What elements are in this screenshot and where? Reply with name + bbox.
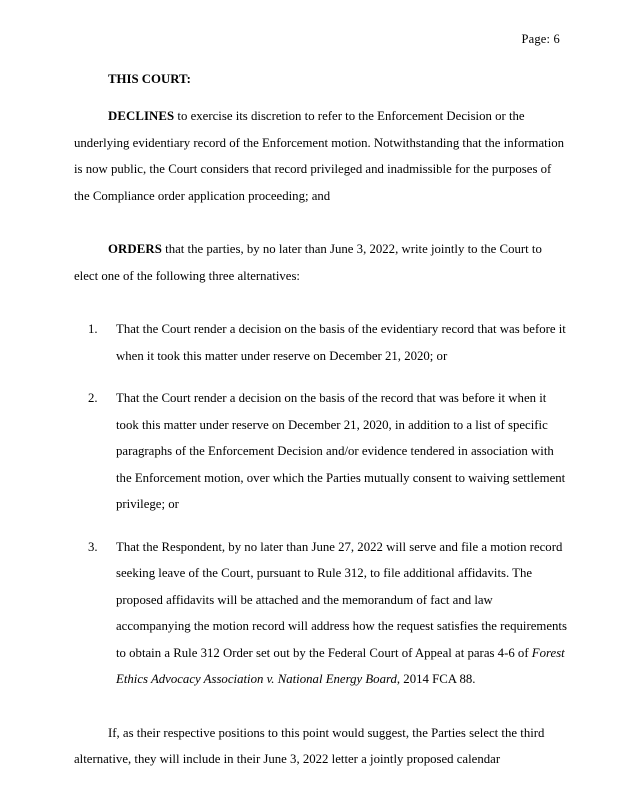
list-item-text: That the Court render a decision on the basis of the record that was before it when it took this matter under reserve on December 21, 2020, in addition to a list of specific paragraphs of the Enforcement Decision and/or evidence tendered in association with the Enforcement motion, over which the Parties mutually consent to waiving settlement privilege; or [116,391,566,512]
list-item-text-tail: , 2014 FCA 88. [396,672,476,687]
spacer [74,289,568,316]
list-item-text: That the Court render a decision on the basis of the evidentiary record that was before it when it took this matter under reserve on December 21, 2020; or [116,322,566,363]
list-item-number: 2. [88,391,98,406]
list-item-number: 3. [88,539,98,554]
spacer [74,709,568,720]
alternatives-list [74,316,568,692]
list-item [74,316,568,369]
case-citation: Forest Ethics Advocacy Association v. National Energy Board [116,645,565,687]
paragraph-closing: If, as their respective positions to this point would suggest, the Parties select the third alternative, they will include in their June 3, 2022 letter a jointly proposed calendar [74,725,545,767]
paragraph-declines [74,103,568,209]
list-item [74,534,568,693]
paragraph-orders-lead: ORDERS [108,242,162,257]
paragraph-orders [74,236,568,289]
spacer [74,92,568,103]
list-item [74,385,568,517]
paragraph-declines-lead: DECLINES [108,109,175,124]
paragraph-orders-text: that the parties, by no later than June 3, 2022, write jointly to the Court to elect one of the following three alternatives: [74,242,542,283]
section-heading: THIS COURT: [108,72,191,86]
list-item-number: 1. [88,322,98,337]
spacer [74,209,568,236]
paragraph-declines-text: to exercise its discretion to refer to the Enforcement Decision or the underlying evidentiary record of the Enforcement motion. Notwithstanding that the information is now public, the Court considers that record privileged and inadmissible for the purposes of the Compliance order application proceeding; and [74,109,565,203]
document-body [74,66,568,773]
list-item-text: That the Respondent, by no later than June 27, 2022 will serve and file a motion record seeking leave of the Court, pursuant to Rule 312, to file additional affidavits. The proposed affidavits will be attached and the memorandum of fact and law accompanying the motion record will address how the request satisfies the requirements to obtain a Rule 312 Order set out by the Federal Court of Appeal at paras 4-6 of [116,539,567,660]
page-number-label: Page: 6 [521,32,560,46]
